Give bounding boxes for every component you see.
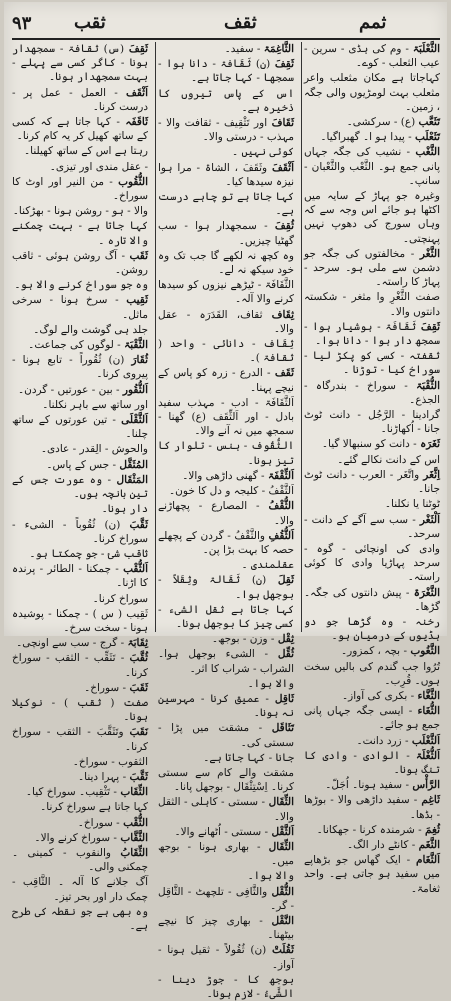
- entry-headword: الثَّغْرَۃ: [413, 586, 440, 599]
- entry-definition: - پیش دانتوں کی جگہ۔ گڑھا۔: [304, 586, 440, 613]
- entry-definition: - گھنی داڑھی والا۔: [182, 469, 268, 482]
- dictionary-entry: [12, 338, 148, 352]
- entry-headword: الثَّغْب: [415, 146, 440, 159]
- entry-definition: صفت الثَّغْرِ وا مثغر - شکستہ دانتوں والا۔: [304, 291, 440, 318]
- dictionary-entry: [12, 518, 148, 546]
- entry-headword: ثَقَبَ: [129, 681, 148, 694]
- entry-headword: الثَّقْبَۃ: [124, 339, 148, 352]
- dictionary-entry: [304, 704, 440, 732]
- dictionary-entry: [12, 592, 148, 606]
- entry-headword: ثَقُلَتْ: [271, 944, 294, 957]
- entry-definition: تُرُوا جب گندم کی بالیں سخت ہوں۔ قُرِب۔: [304, 660, 440, 687]
- dictionary-entry: [304, 130, 440, 144]
- entry-headword: ثَقِفَ: [128, 43, 148, 55]
- dictionary-entry: [158, 914, 294, 942]
- entry-definition: کہا جاتا ہے تو چاہے درست ہے۔: [158, 191, 294, 218]
- entry-headword: الثُّقْب: [123, 816, 148, 829]
- dictionary-entry: [158, 825, 294, 839]
- entry-headword: ثَقِلَ: [277, 574, 294, 587]
- entry-headword: ثَقَف: [274, 367, 294, 380]
- dictionary-entry: [158, 558, 294, 572]
- entry-headword: ثَقَافَ: [271, 117, 294, 130]
- entry-definition: - مخالفتوں کی جگہ جو دشمن سے ملی ہو۔ سرحد - پہاڑ کا راستہ۔: [304, 247, 440, 289]
- entry-definition: دار ہونا۔: [101, 503, 148, 516]
- entry-headword: الثَّقَّاب: [120, 831, 148, 844]
- header-word-left: ثقب: [74, 12, 106, 33]
- column-left: [12, 42, 148, 932]
- dictionary-entry: [12, 278, 148, 292]
- entry-definition: - بکری کی آواز۔: [341, 689, 418, 702]
- dictionary-entry: [304, 644, 440, 658]
- dictionary-entry: [12, 86, 148, 114]
- entry-headword: اَلثُّقُفِ: [268, 529, 294, 542]
- header-rule: [12, 38, 440, 40]
- dictionary-entry: [304, 838, 440, 852]
- dictionary-entry: [304, 749, 440, 777]
- entry-definition: اور تَثْقِیف - ثقافت والا - مہذب - درستی والا۔: [158, 117, 294, 144]
- entry-definition: جلد ہی گوشت والے لوگ۔: [33, 323, 148, 336]
- entry-definition: - سفید۔: [224, 43, 264, 55]
- entry-definition: - چمکنا - الطائر - پرندہ کا اڑنا۔: [12, 563, 148, 590]
- entry-definition: - عقل مندی اور تیزی۔: [49, 160, 148, 173]
- dictionary-entry: [158, 692, 294, 720]
- entry-headword: اَلثُّغْلَۃ: [416, 749, 440, 762]
- dictionary-entry: [12, 607, 148, 635]
- entry-definition: - آگ روشن ہوئی - ثاقب روشن۔: [12, 249, 148, 277]
- dictionary-entry: [158, 603, 294, 631]
- entry-definition: - سوراخ۔: [84, 681, 130, 694]
- dictionary-entry: [12, 696, 148, 724]
- entry-definition: والثَّقْفُ - گردن کے پچھلے حصہ کا بہت بڑا پن۔: [158, 529, 294, 556]
- entry-definition: - لوگوں کی جماعت۔: [28, 339, 125, 352]
- dictionary-entry: [12, 293, 148, 321]
- dictionary-entry: [304, 497, 440, 511]
- dictionary-entry: [12, 846, 148, 874]
- column-right: [304, 42, 440, 895]
- entry-headword: ثَقِفَ: [420, 320, 440, 333]
- entry-definition: - جس کے پاس۔: [46, 458, 120, 471]
- entry-definition: اَلثَّقْفُ - کلیجہ و دل کا خون۔: [169, 485, 294, 498]
- dictionary-entry: [158, 337, 294, 365]
- entry-definition: وادی کی اونچائی - گوہ - سرحد پہاڑیا وادی کا کوئی راستہ۔: [304, 542, 440, 584]
- entry-headword: الثَّغَّاء: [417, 689, 440, 702]
- entry-definition: وتَثَقَّبَ - الثقب - سوراخ کرنا۔: [12, 726, 148, 753]
- entry-definition: - تَثْقِیب۔ سوراخ کیا۔: [25, 786, 121, 799]
- entry-definition: آگ جلانے کا آلہ ۔ الثَّاقِب - چمک دار اور بحر تیز۔: [12, 876, 148, 903]
- entry-definition: - مشقت میں پڑا - سستی کی۔: [158, 722, 294, 749]
- dictionary-entry: [304, 349, 440, 377]
- entry-definition: - سوراخ کرنے والا۔: [34, 831, 121, 844]
- dictionary-entry: [12, 42, 148, 85]
- dictionary-entry: [158, 484, 294, 498]
- entry-definition: الثَّقَافَۃ - ٹیڑھے نیزوں کو سیدھا کرنے والا آلہ۔: [158, 279, 294, 306]
- entry-definition: کہا جاتا ہے - بہت چمکنے والا تارہ ۔: [12, 220, 148, 247]
- page-number: ۹۳: [12, 13, 32, 34]
- entry-definition: (ن) ثَقَافۃ - دانا ہوا - سمجھا - کہا جاتا ہے۔: [158, 58, 294, 85]
- entry-definition: - سوراخ۔: [77, 816, 124, 829]
- dictionary-entry: [158, 677, 294, 691]
- entry-definition: وغیرہ جو پہاڑ کے سایہ میں اکٹھا ہو جائے اس وجہ سے کہ وہاں سورج کی دھوپ نہیں پہنچتی۔: [304, 190, 440, 245]
- entry-definition: - عمیق کرنا - مہرسین نہ ہونا۔: [158, 692, 294, 720]
- dictionary-entry: [158, 751, 294, 765]
- dictionary-entry: [304, 734, 440, 748]
- entry-definition: - سفید ہونا۔ اُجَلّ۔: [325, 779, 413, 792]
- dictionary-entry: [12, 636, 148, 650]
- entry-definition: - سب سے آگے کے دانت - سرحد۔: [304, 513, 440, 540]
- dictionary-entry: [158, 469, 294, 483]
- entry-headword: الرَّأْس: [412, 779, 440, 792]
- dictionary-entry: [12, 725, 148, 753]
- dictionary-entry: [158, 647, 294, 675]
- entry-definition: - سرخ ہونا - سرخی ماثل۔: [12, 294, 148, 321]
- entry-definition: - بین - عورتیں - گردن۔: [17, 383, 123, 396]
- dictionary-entry: [158, 219, 294, 247]
- dictionary-entry: [158, 721, 294, 749]
- entry-definition: الثُّقُوف - ہنس - تلوار کا تیز ہونا۔: [158, 440, 294, 467]
- entry-headword: ثِقَاف: [271, 308, 294, 321]
- dictionary-entry: [158, 499, 294, 527]
- entry-definition: اور ساتھ سے باہر نکلنا۔: [42, 398, 148, 411]
- dictionary-entry: [12, 681, 148, 695]
- entry-headword: ثَغَرَہ: [420, 438, 440, 451]
- dictionary-entry: [12, 249, 148, 277]
- entry-definition: - وزن - بوجھ۔: [211, 633, 278, 646]
- dictionary-entry: [12, 755, 148, 769]
- entry-headword: ثُقَّبَ: [129, 652, 148, 665]
- dictionary-entry: [304, 793, 440, 821]
- dictionary-entry: [304, 778, 440, 792]
- entry-headword: تَثَعَّب: [418, 116, 440, 129]
- entry-definition: - بھاری ہونا - بوجھ میں۔: [158, 840, 294, 868]
- entry-headword: الثَّغْر: [419, 247, 440, 260]
- dictionary-entry: [12, 383, 148, 397]
- entry-definition: - کہا جاتا ہے کہ کسی کے ساتھ کھیل کر یہ کام کرنا۔: [12, 116, 148, 143]
- entry-headword: الثَّاغِمَۃ: [263, 43, 294, 55]
- dictionary-entry: [158, 943, 294, 971]
- entry-headword: الثُّقْفُ: [268, 500, 294, 513]
- dictionary-entry: [158, 766, 294, 794]
- entry-headword: ثُقِفَ: [274, 220, 294, 233]
- entry-definition: وثَقَفَ ، الشاۃ - مرا ہوا نیزہ سیدھا کیا۔: [158, 161, 294, 188]
- entry-definition: - وہ عورت جس کے تین بانچہ ہوں۔: [12, 473, 148, 501]
- dictionary-entry: [12, 875, 148, 903]
- dictionary-entry: [12, 323, 148, 337]
- entry-headword: ثِقَابَۃ: [127, 637, 148, 650]
- entry-headword: الثَّغُوب: [410, 645, 440, 658]
- entry-definition: وہ بھی ہے جو نقطہ کی طرح ہے۔: [12, 905, 148, 932]
- dictionary-entry: [304, 853, 440, 896]
- column-middle: [158, 42, 294, 1000]
- entry-definition: کہا جاتا ہے سوراخ کرنا۔: [40, 801, 148, 814]
- entry-definition: - تین عورتوں کے ساتھ چلنا۔: [12, 414, 148, 441]
- header-word-middle: ثقف: [224, 12, 257, 33]
- entry-definition: - الدرع - زرہ کو پاس کے نیچے پہنا۔: [158, 367, 294, 394]
- entry-definition: - نشیب کی جگہ جہاں پانی جمع ہو۔ الثَّعْب والثَّعْبان - سانپ۔: [304, 146, 440, 187]
- dictionary-entry: [12, 816, 148, 830]
- entry-definition: - شرمندہ کرنا - جھکانا۔: [316, 823, 426, 836]
- entry-definition: - الشیء بوجھل ہوا۔ الشراب - شراب کا اثر۔: [158, 648, 294, 675]
- entry-definition: - دانت کو سنبھالا گیا۔: [321, 438, 421, 451]
- entry-headword: نَقَبَ: [129, 726, 148, 739]
- dictionary-entry: [304, 320, 440, 348]
- entry-definition: - سفید داڑھی والا - بوڑھا - بڈھا۔: [304, 794, 440, 821]
- entry-headword: ثَقَّبَ: [129, 770, 148, 783]
- entry-definition: - سستی - اُٹھانے والا۔: [174, 825, 272, 838]
- dictionary-entry: [12, 905, 148, 933]
- dictionary-entry: [158, 116, 294, 144]
- entry-headword: اَلثَّقْل: [271, 825, 294, 838]
- dictionary-entry: [12, 398, 148, 412]
- entry-definition: صفت ( ثقب ) - نوکیلا ہونا۔: [12, 696, 148, 724]
- entry-definition: والحوش - الِقدر - عادی۔: [40, 443, 148, 456]
- dictionary-entry: [158, 840, 294, 868]
- dictionary-entry: [304, 145, 440, 188]
- dictionary-entry: [12, 562, 148, 590]
- entry-headword: المَثْقَال: [116, 473, 148, 486]
- entry-definition: ثقاف، القَدَرَہ - عقل والا۔: [158, 308, 294, 335]
- dictionary-entry: [12, 413, 148, 441]
- entry-headword: الثِّقَال: [268, 796, 294, 809]
- dictionary-entry: [12, 442, 148, 456]
- dictionary-entry: [304, 823, 440, 837]
- dictionary-entry: [158, 573, 294, 601]
- dictionary-entry: [158, 57, 294, 85]
- dictionary-entry: [158, 42, 294, 56]
- entry-headword: اَلثَّغْلَب: [411, 734, 440, 747]
- entry-definition: والنقوب - کمینی ۔ چمکنی والی۔: [12, 846, 148, 874]
- entry-definition: - بچہ ، کمزور۔: [341, 645, 411, 658]
- entry-definition: بوجھ کا - جوڑ دینا - الشَّیءُ - لازم ہونا۔: [158, 973, 294, 1000]
- entry-definition: واتَّغَر - العرب - دانت ٹوٹ جانا۔: [304, 468, 440, 496]
- entry-definition: - گرج - سب سے اونچی۔: [16, 637, 128, 650]
- dictionary-entry: [12, 115, 148, 143]
- entry-definition: کہاجاتا ہے مکان مثعلب واعر مثعلب بہت لومڑیوں والی جگہ ، زمین۔: [304, 72, 440, 113]
- entry-definition: ثِقَاف - دانائی - واحد ( ثقافۃ )۔: [158, 338, 294, 365]
- entry-headword: الثُّقْل: [271, 885, 294, 898]
- entry-headword: اَلثَّغَام: [415, 854, 440, 867]
- dictionary-entry: [158, 190, 294, 218]
- dictionary-entry: [158, 973, 294, 1001]
- entry-definition: والا ہوا۔: [247, 677, 294, 690]
- entry-definition: (ن) ثُقُوراً - تابع ہونا - پیروی کرنا۔: [12, 354, 148, 381]
- entry-headword: اَلثُّقْب: [123, 563, 148, 576]
- dictionary-entry: [12, 651, 148, 679]
- entry-headword: اَثْقَف: [125, 86, 148, 99]
- entry-definition: - پہرا دینا۔: [77, 770, 130, 783]
- entry-headword: ثُقِّل: [277, 648, 294, 661]
- page-header: [4, 8, 447, 42]
- entry-definition: - الوادی - وادی کا تنگ ہونا۔: [304, 749, 440, 776]
- dictionary-entry: [304, 290, 440, 318]
- entry-headword: ثَاقَفَہ: [125, 116, 148, 129]
- dictionary-entry: [158, 308, 294, 336]
- entry-definition: وہ کچھ نہ لکھے گا جب تک وہ خود سیکھ نہ لے۔: [158, 249, 294, 277]
- entry-definition: ثاقب شئ - جو چمکتا ہو۔: [29, 547, 148, 560]
- dictionary-entry: [304, 513, 440, 541]
- dictionary-entry: [12, 502, 148, 516]
- entry-definition: ثقفتہ - کسی کو پکڑ لیا - سوراخ کیا - توڑنا ۔: [304, 350, 440, 377]
- dictionary-entry: [12, 458, 148, 472]
- entry-definition: جانا - کہا جاتا ہے۔: [203, 751, 294, 764]
- dictionary-entry: [304, 379, 440, 407]
- dictionary-entry: [12, 160, 148, 174]
- entry-definition: کہا جاتا ہے ثقل الشیء - کسی چیز کا بوجھل ہونا۔: [158, 603, 294, 630]
- entry-definition: (س) ثقافۃ - سمجھدار ہونا - کاگر کسی سے پہلے - بہت سمجھدار ہونا۔: [12, 43, 148, 84]
- dictionary-entry: [158, 885, 294, 913]
- dictionary-entry: [304, 115, 440, 129]
- entry-headword: ثَقَب: [129, 249, 148, 262]
- entry-definition: - سوراخ - بندرگاہ - الجذع۔: [304, 379, 440, 406]
- entry-headword: ثَقَّبَ: [129, 518, 148, 531]
- dictionary-entry: [158, 145, 294, 159]
- dictionary-entry: [12, 800, 148, 814]
- dictionary-entry: [304, 615, 440, 643]
- entry-definition: - من النیر اور اوٹ کا سوراخ۔: [12, 175, 148, 203]
- entry-definition: اس کے پاس تیروں کا ذخیرہ ہے۔: [158, 87, 294, 114]
- entry-definition: مشقت والے کام سے سستی کرنا۔ اِسْتِثْقَال - بوجھل پانا۔: [158, 766, 294, 794]
- entry-headword: المُثَقَّل: [119, 458, 148, 471]
- entry-definition: سوراخ کرنا۔: [92, 592, 148, 605]
- entry-headword: الثِّقَابُ: [120, 846, 148, 859]
- dictionary-entry: [158, 869, 294, 883]
- entry-headword: اَلثَّقْلَی: [121, 414, 148, 427]
- entry-headword: الثُّقْبَۃ: [416, 379, 440, 392]
- entry-definition: - سستی - کاہلی - الثقل والا۔: [158, 796, 294, 823]
- dictionary-entry: [304, 689, 440, 703]
- header-word-right: ثمم: [359, 12, 387, 33]
- entry-definition: (ن) ثَقَالۃ وثِقَلاً - بوجھل ہوا۔: [158, 574, 294, 601]
- entry-definition: وہ جو سوراخ کرنے والا ہو۔: [14, 279, 148, 292]
- entry-headword: الثُّقُوب: [118, 175, 148, 188]
- entry-headword: اَثْقَفَ: [271, 161, 294, 174]
- dictionary-entry: [304, 408, 440, 436]
- dictionary-entry: [304, 189, 440, 246]
- entry-definition: - وم کی ہڈی - سرین - عیب الثعلب - کوے۔: [304, 43, 440, 70]
- dictionary-entry: [158, 439, 294, 467]
- entry-definition: کوئی نہیں ۔: [231, 146, 294, 159]
- entry-definition: والثَّافِی - تلچھٹ - الثَّاقِل - گر۔: [158, 885, 294, 912]
- dictionary-entry: [304, 542, 440, 585]
- entry-definition: والا ہوا۔: [247, 870, 294, 883]
- dictionary-entry: [12, 175, 148, 203]
- entry-headword: ثُقَارَ: [131, 354, 148, 367]
- entry-definition: - المصارع - پچھاڑنے والا۔: [158, 500, 294, 527]
- entry-definition: - تَثَقِّب - الثقب - سوراخ کرنا۔: [12, 652, 148, 679]
- entry-headword: تَثَعْلَب: [415, 131, 440, 144]
- entry-definition: - زرد دانت۔: [356, 734, 412, 747]
- entry-definition: (ن) ثُقُوباً - الشیء - سوراخ کرنا۔: [12, 518, 148, 545]
- dictionary-entry: [12, 219, 148, 247]
- dictionary-entry: [158, 632, 294, 646]
- entry-definition: والا - ہو - روشن ہونا - بھڑکنا۔: [12, 205, 148, 218]
- entry-definition: - العمل - عمل پر - درست کرنا۔: [12, 86, 148, 113]
- entry-definition: عقلمندی ۔: [241, 559, 294, 572]
- dictionary-entry: [158, 249, 294, 277]
- dictionary-entry: [158, 278, 294, 306]
- entry-headword: اَلثُّقُور: [122, 383, 148, 396]
- dictionary-entry: [158, 795, 294, 823]
- entry-headword: تَثَاقَل: [271, 722, 294, 735]
- dictionary-entry: [158, 161, 294, 189]
- entry-headword: الثَّغَم: [418, 838, 440, 851]
- entry-headword: ثَاقِل: [274, 692, 294, 705]
- entry-definition: ثَقِیب ( س ) - چمکنا - پوشیدہ ہونا - سخت سرخ۔: [12, 607, 148, 634]
- columns: [12, 42, 440, 1000]
- entry-headword: اِثَّغَر: [423, 468, 440, 481]
- dictionary-entry: [304, 437, 440, 451]
- dictionary-entry: [304, 660, 440, 688]
- dictionary-entry: [12, 353, 148, 381]
- entry-definition: اس کے دانت نکالے گئے۔: [337, 453, 440, 466]
- entry-headword: الثُّغَاء: [417, 705, 440, 718]
- entry-headword: الثِّقَال: [268, 840, 294, 853]
- entry-headword: اَلثِّقْفَۃ: [267, 469, 294, 482]
- dictionary-entry: [158, 87, 294, 115]
- entry-headword: الثَّعْلَبَۃ: [412, 43, 440, 55]
- entry-definition: - بھاری چیز کا نیچے بیٹھنا۔: [158, 914, 294, 942]
- entry-headword: ثُغِمَ: [425, 823, 440, 836]
- entry-headword: الثِّقَاب: [120, 786, 148, 799]
- entry-definition: (ن) ثُقُولاً - ثقیل ہونا - آواز۔: [158, 944, 294, 971]
- dictionary-entry: [158, 529, 294, 557]
- entry-headword: ثَقِیب: [126, 294, 148, 307]
- dictionary-entry: [304, 247, 440, 290]
- entry-definition: ثَقَافَۃ - ہوشیار ہوا - سمجھ دار ہوا - دانا ہوا۔: [304, 320, 440, 348]
- entry-headword: اَلْثَغْر: [419, 513, 440, 526]
- dictionary-entry: [12, 204, 148, 218]
- dictionary-entry: [12, 770, 148, 784]
- dictionary-entry: [304, 453, 440, 467]
- entry-headword: ثَقِفَ: [274, 58, 294, 71]
- entry-definition: (ع) - سرکشی۔: [346, 116, 419, 129]
- entry-headword: ثَاغِم: [421, 794, 440, 807]
- dictionary-entry: [12, 785, 148, 799]
- dictionary-entry: [158, 366, 294, 394]
- entry-definition: رہتا ہے اس کے ساتھ کھیلنا۔: [23, 145, 148, 158]
- dictionary-entry: [158, 396, 294, 439]
- dictionary-entry: [304, 586, 440, 614]
- entry-definition: - ایک گھاس جو بڑھاپے میں سفید ہو جاتی ہے۔ واحد ثغامۃ۔: [304, 854, 440, 895]
- dictionary-entry: [304, 42, 440, 70]
- entry-definition: - سمجھدار ہوا - سب گھٹیا چیزیں۔: [158, 220, 294, 247]
- entry-definition: گرادینا - الرَّجُل - دانت ٹوٹ جانا - اُکھاڑنا۔: [304, 409, 440, 436]
- dictionary-entry: [304, 71, 440, 114]
- entry-definition: الثقوب - سوراخ۔: [72, 755, 148, 768]
- entry-definition: رخنہ - وہ گڑھا جو دو ہڈیوں کے درمیان ہو۔: [304, 615, 440, 643]
- dictionary-entry: [12, 831, 148, 845]
- dictionary-entry: [12, 144, 148, 158]
- dictionary-entry: [12, 547, 148, 561]
- dictionary-page: [4, 2, 447, 1000]
- entry-definition: اَلثَّقَافَۃ - ادب - مہذب سفید بادل - اور اَلثِّقَف (ع) گھنا - سمجھ میں نہ آنے والا۔: [158, 396, 294, 438]
- entry-definition: - ایسی جگہ جہاں پانی جمع ہو جائے۔: [304, 705, 440, 732]
- entry-headword: ثِقْل: [277, 633, 294, 646]
- entry-headword: النَّقْل: [271, 914, 294, 927]
- entry-definition: - کانٹے دار الگ۔: [346, 838, 419, 851]
- entry-definition: ٹوٹنا یا نکلنا۔: [384, 498, 440, 511]
- dictionary-entry: [12, 473, 148, 501]
- entry-definition: - پیدا ہو ا۔ گھبراگیا۔: [320, 131, 416, 144]
- dictionary-entry: [304, 468, 440, 496]
